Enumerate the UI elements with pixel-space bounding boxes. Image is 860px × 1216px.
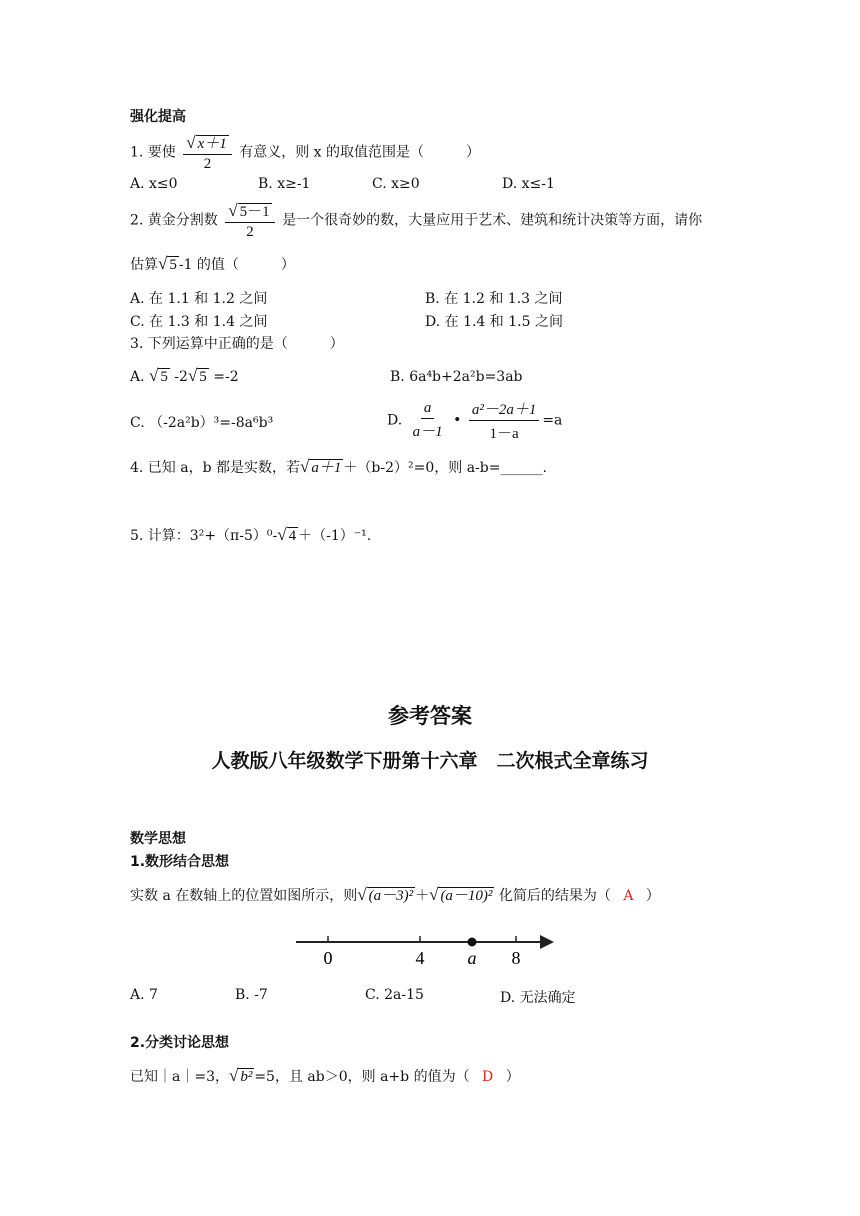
q5-rad-value: 4 — [288, 528, 297, 544]
q4-prefix: 4. 已知 a，b 都是实数，若 — [130, 460, 301, 476]
q2-line2-suffix: -1 的值（ ） — [178, 257, 295, 273]
a1-option-c: C. 2a-15 — [365, 987, 424, 1003]
a1-suffix: 化简后的结果为（ — [498, 888, 611, 904]
q2-option-b: B. 在 1.2 和 1.3 之间 — [425, 291, 563, 307]
number-line-arrow — [540, 935, 554, 949]
number-line — [290, 926, 562, 970]
q3-option-c: C. （-2a²b）³=-8a⁶b³ — [130, 415, 274, 431]
q1-suffix: 有意义，则 x 的取值范围是（ ） — [239, 144, 481, 161]
q2-option-d: D. 在 1.4 和 1.5 之间 — [425, 314, 563, 330]
q1-option-b: B. x≥-1 — [258, 176, 311, 192]
q1-frac-den: 2 — [203, 156, 212, 172]
q3-option-b: B. 6a⁴b+2a²b=3ab — [390, 369, 523, 385]
q3-d-f2-num: a²－2a＋1 — [469, 398, 540, 421]
q2-option-a: A. 在 1.1 和 1.2 之间 — [130, 291, 268, 307]
answer-title: 参考答案 — [388, 704, 472, 728]
q3-option-a — [130, 366, 239, 386]
q1-option-d: D. x≤-1 — [502, 176, 555, 192]
a2-answer: D — [482, 1069, 494, 1085]
q2-option-c: C. 在 1.3 和 1.4 之间 — [130, 314, 268, 330]
q1-frac-num: x＋1 — [197, 136, 227, 152]
q3-a-mid: -2 — [169, 369, 188, 385]
q2-line2 — [130, 254, 295, 274]
q3-option-d — [387, 398, 562, 443]
q5-suffix: ＋（-1）⁻¹. — [298, 528, 372, 544]
q1-fraction: $\frac{√ x+1}{2}$ — [183, 132, 232, 173]
q3-d-dot: • — [453, 412, 462, 429]
a1-plus: ＋ — [415, 888, 430, 904]
sub-heading-2: 2.分类讨论思想 — [130, 1035, 230, 1051]
q3-a-label: A. — [130, 369, 145, 385]
q3-d-f1-num: a — [421, 400, 435, 419]
a1-option-a: A. 7 — [130, 987, 158, 1003]
q5-prefix: 5. 计算：3²+（π-5）⁰- — [130, 528, 278, 544]
a1-answer: A — [623, 888, 634, 904]
a2-radical: √ b² — [228, 1066, 253, 1085]
point-a — [468, 938, 477, 947]
q3-d-f1-den: a－1 — [412, 424, 443, 440]
q2-line2-rad-value: 5 — [169, 257, 177, 273]
document-title: 人教版八年级数学下册第十六章 二次根式全章练习 — [211, 750, 649, 772]
q3-d-fraction-1 — [410, 400, 446, 441]
question-2 — [130, 200, 702, 241]
a1-radical-2: √ (a－10)² — [429, 885, 493, 904]
q3-d-fraction-2 — [469, 398, 540, 443]
q4-radical: √ a＋1 — [300, 457, 342, 476]
label-8: 8 — [511, 948, 521, 968]
q4-suffix: ＋（b-2）²=0，则 a-b=______. — [343, 460, 547, 476]
a1-prefix: 实数 a 在数轴上的位置如图所示，则 — [130, 888, 358, 904]
a2-close: ） — [505, 1069, 520, 1085]
q1-option-c: C. x≥0 — [372, 176, 420, 192]
label-0: 0 — [323, 948, 333, 968]
q3-a-radical-2: √ 5 — [187, 366, 207, 385]
q5-radical: √ 4 — [277, 525, 297, 544]
q2-suffix: 是一个很奇妙的数，大量应用于艺术、建筑和统计决策等方面，请你 — [282, 212, 703, 229]
q3-d-label: D. — [387, 412, 403, 429]
label-a: a — [467, 948, 477, 968]
q1-option-a: A. x≤0 — [130, 176, 178, 192]
q3-a-end: =-2 — [208, 369, 239, 385]
q2-frac-num: 5－1 — [239, 204, 270, 220]
q2-line2-radical: √ 5 — [158, 254, 177, 273]
q3-d-end: =a — [542, 412, 563, 429]
sub-heading-1: 1.数形结合思想 — [130, 854, 230, 870]
a1-option-d: D. 无法确定 — [500, 990, 576, 1006]
q3-a-radical-1: √ 5 — [149, 366, 168, 385]
q3-d-f2-den: 1－a — [489, 426, 519, 442]
q3-a-rad2-value: 5 — [199, 369, 207, 385]
q2-fraction: $\frac{√ 5-1}{2}$ — [225, 200, 274, 241]
question-1 — [130, 132, 480, 173]
a1-rad1-value: (a－3)² — [368, 888, 414, 904]
a2-prefix: 已知｜a｜=3， — [130, 1069, 229, 1085]
q2-line2-prefix: 估算 — [130, 257, 158, 273]
a2-rad-value: b² — [240, 1069, 253, 1085]
q2-frac-den: 2 — [246, 224, 254, 240]
q3-a-rad1-value: 5 — [160, 369, 168, 385]
a2-suffix: =5，且 ab＞0，则 a+b 的值为（ — [254, 1069, 470, 1085]
q1-prefix: 1. 要使 — [130, 144, 176, 161]
question-3: 3. 下列运算中正确的是（ ） — [130, 336, 344, 352]
a1-radical-1: √ (a－3)² — [357, 885, 414, 904]
a1-close: ） — [645, 888, 660, 904]
math-thought-heading: 数学思想 — [130, 831, 186, 847]
a1-rad2-value: (a－10)² — [440, 888, 493, 904]
label-4: 4 — [415, 948, 425, 968]
q2-prefix: 2. 黄金分割数 — [130, 212, 218, 229]
answer-1-stem — [130, 884, 660, 905]
q4-rad-value: a＋1 — [311, 460, 342, 476]
section-title: 强化提高 — [130, 109, 186, 125]
a1-option-b: B. -7 — [235, 987, 268, 1003]
question-5 — [130, 525, 371, 545]
question-4 — [130, 456, 547, 477]
answer-2-stem — [130, 1066, 520, 1086]
